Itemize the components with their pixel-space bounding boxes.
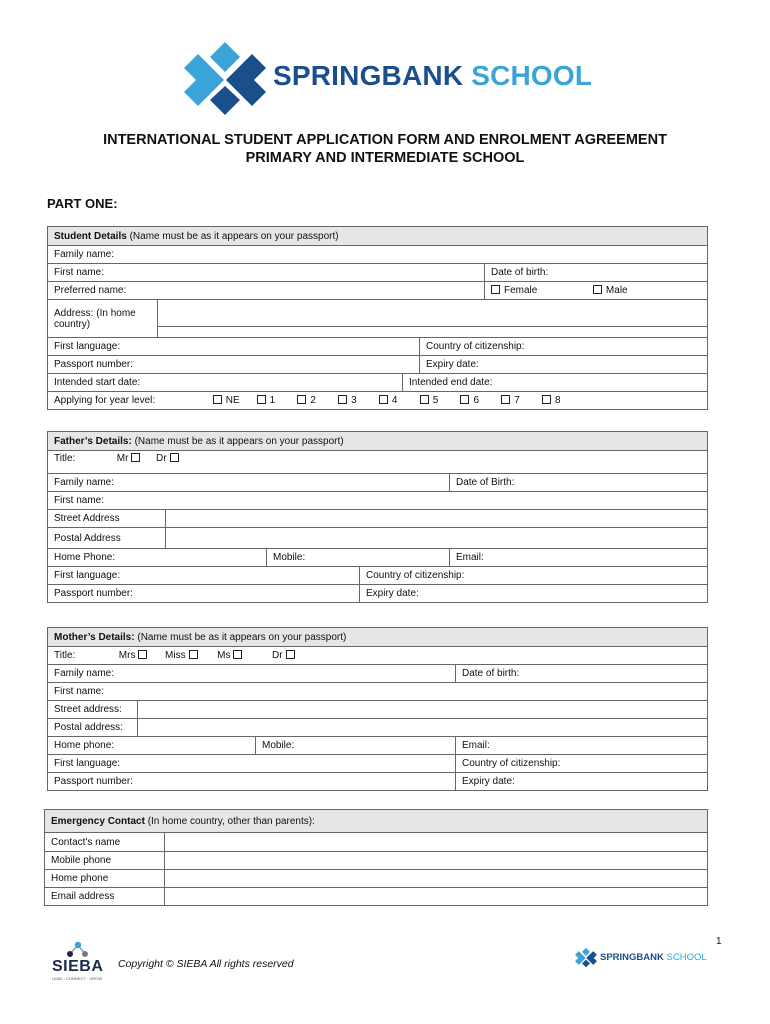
father-email[interactable]: Email:: [450, 549, 708, 567]
father-street-label: Street Address: [48, 510, 166, 528]
emergency-email-label: Email address: [45, 888, 165, 906]
copyright-text: Copyright © SIEBA All rights reserved: [118, 958, 294, 970]
father-mobile[interactable]: Mobile:: [267, 549, 450, 567]
father-home-phone[interactable]: Home Phone:: [48, 549, 267, 567]
mother-miss-label: Miss: [165, 650, 186, 661]
year-7-label: 7: [514, 395, 520, 406]
father-expiry[interactable]: Expiry date:: [360, 585, 708, 603]
mother-street-label: Street address:: [48, 701, 138, 719]
student-end-date[interactable]: Intended end date:: [403, 374, 708, 392]
year-5-checkbox[interactable]: [420, 395, 429, 404]
mother-miss-checkbox[interactable]: [189, 650, 198, 659]
springbank-logo: [180, 42, 600, 118]
male-checkbox[interactable]: [593, 285, 602, 294]
mother-mrs-label: Mrs: [118, 650, 136, 661]
emergency-mobile-label: Mobile phone: [45, 852, 165, 870]
father-first-language[interactable]: First language:: [48, 567, 360, 585]
mother-citizenship[interactable]: Country of citizenship:: [456, 755, 708, 773]
father-family-name[interactable]: Family name:: [48, 474, 450, 492]
emergency-home-label: Home phone: [45, 870, 165, 888]
year-6-checkbox[interactable]: [460, 395, 469, 404]
sieba-tagline: LEAD · CONNECT · GROW: [52, 976, 103, 981]
mother-street-field[interactable]: [138, 701, 708, 719]
mother-mobile[interactable]: Mobile:: [256, 737, 456, 755]
year-2-checkbox[interactable]: [297, 395, 306, 404]
mother-expiry[interactable]: Expiry date:: [456, 773, 708, 791]
student-details-table: [47, 226, 708, 410]
student-family-name[interactable]: Family name:: [48, 246, 708, 264]
year-1-checkbox[interactable]: [257, 395, 266, 404]
mother-title: [48, 647, 708, 665]
emergency-contact-name-label: Contact's name: [45, 833, 165, 852]
footer-logo-word1: SPRINGBANK: [600, 952, 664, 963]
father-first-name[interactable]: First name:: [48, 492, 708, 510]
student-details-header: Student Details (Name must be as it appears on your passport): [48, 227, 708, 246]
father-mr-label: Mr: [116, 453, 129, 464]
mother-ms-checkbox[interactable]: [233, 650, 242, 659]
emergency-mobile-field[interactable]: [165, 852, 708, 870]
form-title: INTERNATIONAL STUDENT APPLICATION FORM AND ENROLMENT AGREEMENT: [103, 132, 667, 148]
mother-dr-label: Dr: [272, 650, 283, 661]
mother-title-label: Title:: [54, 650, 76, 661]
mother-dr-checkbox[interactable]: [286, 650, 295, 659]
year-5-label: 5: [432, 395, 439, 406]
network-nodes-icon: [58, 940, 98, 960]
year-6-label: 6: [473, 395, 480, 406]
year-3-checkbox[interactable]: [338, 395, 347, 404]
footer-logo-word2: SCHOOL: [666, 952, 707, 963]
father-details-header: Father’s Details: (Name must be as it appears on your passport): [48, 432, 708, 451]
year-4-label: 4: [391, 395, 398, 406]
father-title: [48, 451, 708, 474]
mother-passport[interactable]: Passport number:: [48, 773, 456, 791]
student-address-field[interactable]: [158, 300, 708, 338]
mother-mrs-checkbox[interactable]: [138, 650, 147, 659]
mother-ms-label: Ms: [217, 650, 231, 661]
student-expiry[interactable]: Expiry date:: [420, 356, 708, 374]
year-2-label: 2: [310, 395, 316, 406]
mother-first-language[interactable]: First language:: [48, 755, 456, 773]
father-dob[interactable]: Date of Birth:: [450, 474, 708, 492]
father-dr-label: Dr: [156, 453, 167, 464]
student-year-level: [48, 392, 708, 410]
student-preferred-name[interactable]: Preferred name:: [48, 282, 485, 300]
father-postal-label: Postal Address: [48, 528, 166, 549]
year-7-checkbox[interactable]: [501, 395, 510, 404]
emergency-header: Emergency Contact (In home country, other than parents):: [45, 810, 708, 833]
student-start-date[interactable]: Intended start date:: [48, 374, 403, 392]
emergency-contact-table: [44, 809, 708, 906]
student-dob[interactable]: Date of birth:: [485, 264, 708, 282]
mother-details-header: Mother’s Details: (Name must be as it appears on your passport): [48, 628, 708, 647]
year-4-checkbox[interactable]: [379, 395, 388, 404]
mother-postal-label: Postal address:: [48, 719, 138, 737]
student-address-label: Address: (In home country): [48, 300, 158, 338]
mother-family-name[interactable]: Family name:: [48, 665, 456, 683]
mother-postal-field[interactable]: [138, 719, 708, 737]
student-first-language[interactable]: First language:: [48, 338, 420, 356]
female-checkbox[interactable]: [491, 285, 500, 294]
sieba-logo: [52, 940, 112, 982]
father-street-field[interactable]: [166, 510, 708, 528]
year-8-checkbox[interactable]: [542, 395, 551, 404]
emergency-email-field[interactable]: [165, 888, 708, 906]
mother-first-name[interactable]: First name:: [48, 683, 708, 701]
year-8-label: 8: [555, 395, 561, 406]
student-citizenship[interactable]: Country of citizenship:: [420, 338, 708, 356]
emergency-home-field[interactable]: [165, 870, 708, 888]
female-label: Female: [504, 285, 538, 296]
emergency-contact-name-field[interactable]: [165, 833, 708, 852]
father-title-label: Title:: [54, 453, 76, 464]
student-first-name[interactable]: First name:: [48, 264, 485, 282]
father-dr-checkbox[interactable]: [170, 453, 179, 462]
mother-email[interactable]: Email:: [456, 737, 708, 755]
sieba-wordmark: SIEBA: [52, 958, 104, 975]
year-1-label: 1: [269, 395, 276, 406]
form-subtitle: PRIMARY AND INTERMEDIATE SCHOOL: [245, 150, 525, 166]
father-details-table: [47, 431, 708, 603]
mother-dob[interactable]: Date of birth:: [456, 665, 708, 683]
student-gender-cell: [485, 282, 708, 300]
logo-wordmark: SPRINGBANK SCHOOL: [273, 60, 593, 91]
year-ne-label: NE: [225, 395, 240, 406]
father-mr-checkbox[interactable]: [131, 453, 140, 462]
mother-home-phone[interactable]: Home phone:: [48, 737, 256, 755]
diamond-logo-icon: [180, 42, 270, 118]
footer-springbank-logo: [574, 946, 714, 972]
diamond-logo-small-icon: [574, 946, 598, 970]
mother-details-table: [47, 627, 708, 791]
year-3-label: 3: [351, 395, 357, 406]
part-heading: PART ONE:: [47, 196, 118, 211]
father-postal-field[interactable]: [166, 528, 708, 549]
student-passport[interactable]: Passport number:: [48, 356, 420, 374]
page-number: 1: [716, 936, 722, 947]
father-passport[interactable]: Passport number:: [48, 585, 360, 603]
year-level-label: Applying for year level:: [54, 395, 156, 406]
father-citizenship[interactable]: Country of citizenship:: [360, 567, 708, 585]
year-ne-checkbox[interactable]: [213, 395, 222, 404]
male-label: Male: [605, 285, 628, 296]
